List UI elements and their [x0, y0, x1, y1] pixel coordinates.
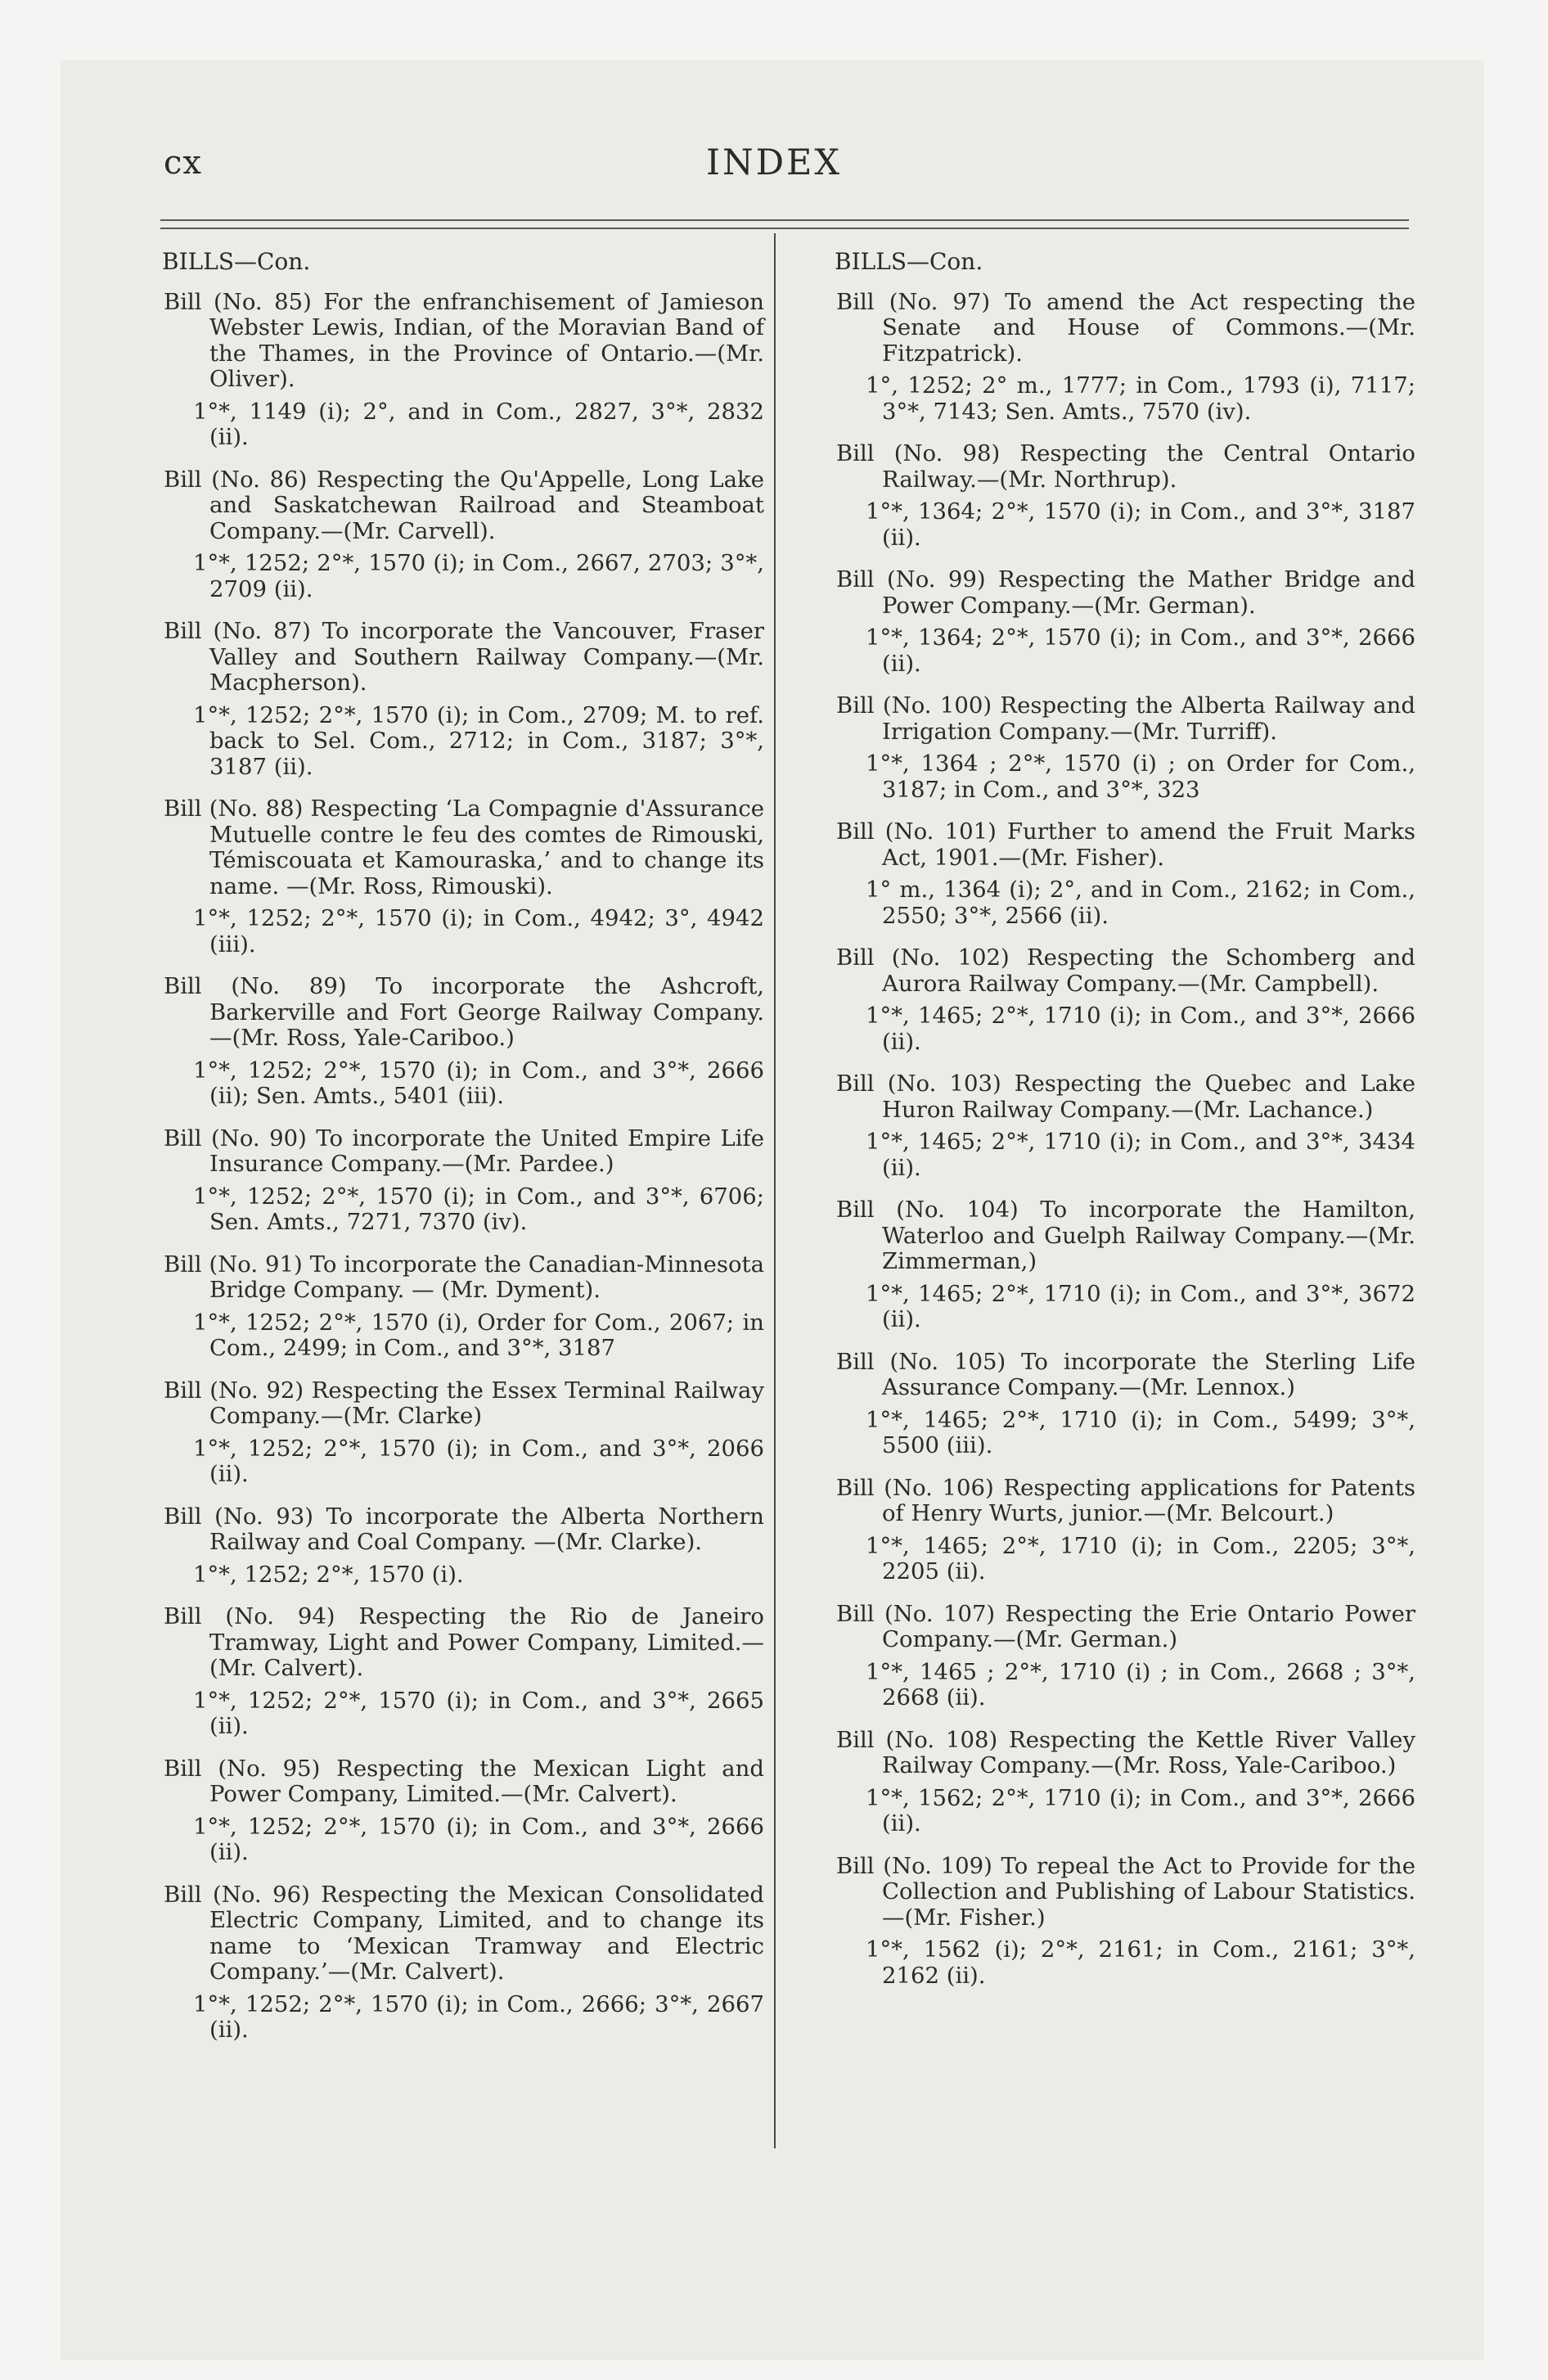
- entry-description: Bill (No. 106) Respecting applications for Patents of Henry Wurts, junior.—(Mr. Belcourt.): [836, 1474, 1415, 1526]
- entry-references: 1°*, 1252; 2°*, 1570 (i), Order for Com., 2067; in Com., 2499; in Com., and 3°*, 3187: [193, 1309, 764, 1361]
- entry-description: Bill (No. 97) To amend the Act respecting the Senate and House of Commons.—(Mr. Fitzpatrick).: [836, 288, 1415, 367]
- entry-description: Bill (No. 102) Respecting the Schomberg and Aurora Railway Company.—(Mr. Campbell).: [836, 944, 1415, 997]
- index-entry: [162, 1252, 764, 1362]
- index-entry: [835, 1197, 1415, 1333]
- index-entry: [162, 1126, 764, 1236]
- entry-references: 1°*, 1465; 2°*, 1710 (i); in Com., and 3°*, 2666 (ii).: [866, 1003, 1415, 1055]
- entry-description: Bill (No. 105) To incorporate the Sterling Life Assurance Company.—(Mr. Lennox.): [836, 1348, 1415, 1400]
- entry-description: Bill (No. 95) Respecting the Mexican Light and Power Company, Limited.—(Mr. Calvert).: [164, 1755, 764, 1807]
- header-rule-bottom: [160, 228, 1409, 229]
- entry-description: Bill (No. 87) To incorporate the Vancouver, Fraser Valley and Southern Railway Company.—(Mr. Macpherson).: [164, 618, 764, 696]
- entry-description: Bill (No. 98) Respecting the Central Ontario Railway.—(Mr. Northrup).: [836, 440, 1415, 493]
- index-entry: [162, 467, 764, 603]
- entry-references: 1°*, 1465; 2°*, 1710 (i); in Com., and 3°*, 3434 (ii).: [866, 1129, 1415, 1181]
- entry-description: Bill (No. 88) Respecting ‘La Compagnie d'Assurance Mutuelle contre le feu des comtes de Rimouski, Témiscouata et Kamouraska,’ and to change its name. —(Mr. Ross, Rimouski).: [164, 796, 764, 899]
- index-entry: [835, 1854, 1415, 1990]
- index-entry: [162, 1882, 764, 2044]
- index-entry: [162, 1604, 764, 1740]
- entry-description: Bill (No. 100) Respecting the Alberta Railway and Irrigation Company.—(Mr. Turriff).: [836, 692, 1415, 745]
- entry-references: 1°*, 1364; 2°*, 1570 (i); in Com., and 3°*, 3187 (ii).: [866, 498, 1415, 551]
- entry-references: 1°*, 1252; 2°*, 1570 (i); in Com., 2709; M. to ref. back to Sel. Com., 2712; in Com., 3187; 3°*, 3187 (ii).: [193, 701, 764, 780]
- index-entry: [835, 819, 1415, 929]
- index-entry: [835, 1476, 1415, 1585]
- left-column: [162, 249, 764, 2060]
- index-entry: [835, 1350, 1415, 1459]
- entry-references: 1°*, 1252; 2°*, 1570 (i); in Com., and 3°*, 2666 (ii); Sen. Amts., 5401 (iii).: [193, 1057, 764, 1109]
- entry-description: Bill (No. 92) Respecting the Essex Terminal Railway Company.—(Mr. Clarke): [164, 1377, 764, 1429]
- entry-description: Bill (No. 93) To incorporate the Alberta Northern Railway and Coal Company. —(Mr. Clarke).: [164, 1503, 764, 1555]
- entry-description: Bill (No. 104) To incorporate the Hamilton, Waterloo and Guelph Railway Company.—(Mr. Zimmerman,): [836, 1197, 1415, 1274]
- page-number: cx: [164, 144, 202, 182]
- index-entry: [835, 441, 1415, 551]
- index-entry: [835, 693, 1415, 803]
- entry-references: 1°*, 1252; 2°*, 1570 (i); in Com., 2666; 3°*, 2667 (ii).: [193, 1990, 764, 2043]
- index-entry: [162, 974, 764, 1110]
- index-entry: [162, 619, 764, 780]
- entry-references: 1°*, 1149 (i); 2°, and in Com., 2827, 3°*, 2832 (ii).: [193, 398, 764, 450]
- entry-references: 1°*, 1252; 2°*, 1570 (i); in Com., and 3°*, 6706; Sen. Amts., 7271, 7370 (iv).: [193, 1183, 764, 1235]
- entry-references: 1°*, 1562; 2°*, 1710 (i); in Com., and 3°*, 2666 (ii).: [866, 1784, 1415, 1837]
- index-entry: [162, 1504, 764, 1589]
- entry-description: Bill (No. 89) To incorporate the Ashcroft, Barkerville and Fort George Railway Company.—(Mr. Ross, Yale-Cariboo.): [164, 973, 764, 1051]
- section-heading: BILLS—Con.: [835, 248, 983, 275]
- section-heading: BILLS—Con.: [162, 248, 311, 275]
- entry-description: Bill (No. 107) Respecting the Erie Ontario Power Company.—(Mr. German.): [836, 1600, 1415, 1652]
- entry-references: 1°*, 1252; 2°*, 1570 (i); in Com., and 3°*, 2666 (ii).: [193, 1813, 764, 1865]
- index-entry: [162, 290, 764, 451]
- page-title: INDEX: [705, 142, 843, 183]
- entry-references: 1°*, 1465 ; 2°*, 1710 (i) ; in Com., 2668 ; 3°*, 2668 (ii).: [866, 1658, 1415, 1711]
- right-column: [835, 249, 1415, 2005]
- index-entry: [835, 290, 1415, 426]
- entry-description: Bill (No. 90) To incorporate the United Empire Life Insurance Company.—(Mr. Pardee.): [164, 1125, 764, 1177]
- index-entry: [162, 1378, 764, 1488]
- index-entry: [835, 1071, 1415, 1181]
- entry-description: Bill (No. 85) For the enfranchisement of Jamieson Webster Lewis, Indian, of the Moravian Band of the Thames, in the Province of Ontario.—(Mr. Oliver).: [164, 288, 764, 392]
- header-rule-top: [160, 219, 1409, 221]
- entry-description: Bill (No. 91) To incorporate the Canadian-Minnesota Bridge Company. — (Mr. Dyment).: [164, 1251, 764, 1303]
- entry-references: 1°*, 1252; 2°*, 1570 (i).: [193, 1561, 464, 1588]
- entry-references: 1°*, 1364; 2°*, 1570 (i); in Com., and 3°*, 2666 (ii).: [866, 624, 1415, 677]
- index-entry: [162, 1756, 764, 1866]
- entry-description: Bill (No. 96) Respecting the Mexican Consolidated Electric Company, Limited, and to change its name to ‘Mexican Tramway and Electric Company.’—(Mr. Calvert).: [164, 1881, 764, 1985]
- entry-description: Bill (No. 99) Respecting the Mather Bridge and Power Company.—(Mr. German).: [836, 566, 1415, 619]
- entry-description: Bill (No. 108) Respecting the Kettle River Valley Railway Company.—(Mr. Ross, Yale-Cariboo.): [836, 1726, 1415, 1778]
- entry-references: 1°*, 1364 ; 2°*, 1570 (i) ; on Order for Com., 3187; in Com., and 3°*, 323: [866, 751, 1415, 803]
- entry-references: 1°*, 1465; 2°*, 1710 (i); in Com., 5499; 3°*, 5500 (iii).: [866, 1406, 1415, 1458]
- entry-description: Bill (No. 94) Respecting the Rio de Janeiro Tramway, Light and Power Company, Limited.—(Mr. Calvert).: [164, 1603, 764, 1681]
- entry-references: 1°*, 1252; 2°*, 1570 (i); in Com., 2667, 2703; 3°*, 2709 (ii).: [193, 550, 764, 602]
- entry-references: 1°, 1252; 2° m., 1777; in Com., 1793 (i), 7117; 3°*, 7143; Sen. Amts., 7570 (iv).: [866, 372, 1415, 425]
- entry-references: 1°*, 1465; 2°*, 1710 (i); in Com., 2205; 3°*, 2205 (ii).: [866, 1532, 1415, 1584]
- entry-description: Bill (No. 101) Further to amend the Fruit Marks Act, 1901.—(Mr. Fisher).: [836, 818, 1415, 871]
- index-entry: [162, 796, 764, 958]
- entry-references: 1°*, 1252; 2°*, 1570 (i); in Com., 4942; 3°, 4942 (iii).: [193, 905, 764, 958]
- column-divider: [774, 233, 776, 2148]
- index-entry: [835, 567, 1415, 677]
- entry-references: 1°*, 1252; 2°*, 1570 (i); in Com., and 3°*, 2066 (ii).: [193, 1435, 764, 1487]
- index-entry: [835, 1728, 1415, 1837]
- index-entry: [835, 1602, 1415, 1711]
- entry-description: Bill (No. 103) Respecting the Quebec and Lake Huron Railway Company.—(Mr. Lachance.): [836, 1071, 1415, 1123]
- entry-references: 1° m., 1364 (i); 2°, and in Com., 2162; in Com., 2550; 3°*, 2566 (ii).: [866, 877, 1415, 929]
- entry-description: Bill (No. 86) Respecting the Qu'Appelle, Long Lake and Saskatchewan Railroad and Steamboat Company.—(Mr. Carvell).: [164, 466, 764, 544]
- entry-references: 1°*, 1465; 2°*, 1710 (i); in Com., and 3°*, 3672 (ii).: [866, 1280, 1415, 1332]
- entry-description: Bill (No. 109) To repeal the Act to Provide for the Collection and Publishing of Labour Statistics.—(Mr. Fisher.): [836, 1852, 1415, 1931]
- entry-references: 1°*, 1562 (i); 2°*, 2161; in Com., 2161; 3°*, 2162 (ii).: [866, 1936, 1415, 1989]
- index-entry: [835, 945, 1415, 1055]
- entry-references: 1°*, 1252; 2°*, 1570 (i); in Com., and 3°*, 2665 (ii).: [193, 1687, 764, 1739]
